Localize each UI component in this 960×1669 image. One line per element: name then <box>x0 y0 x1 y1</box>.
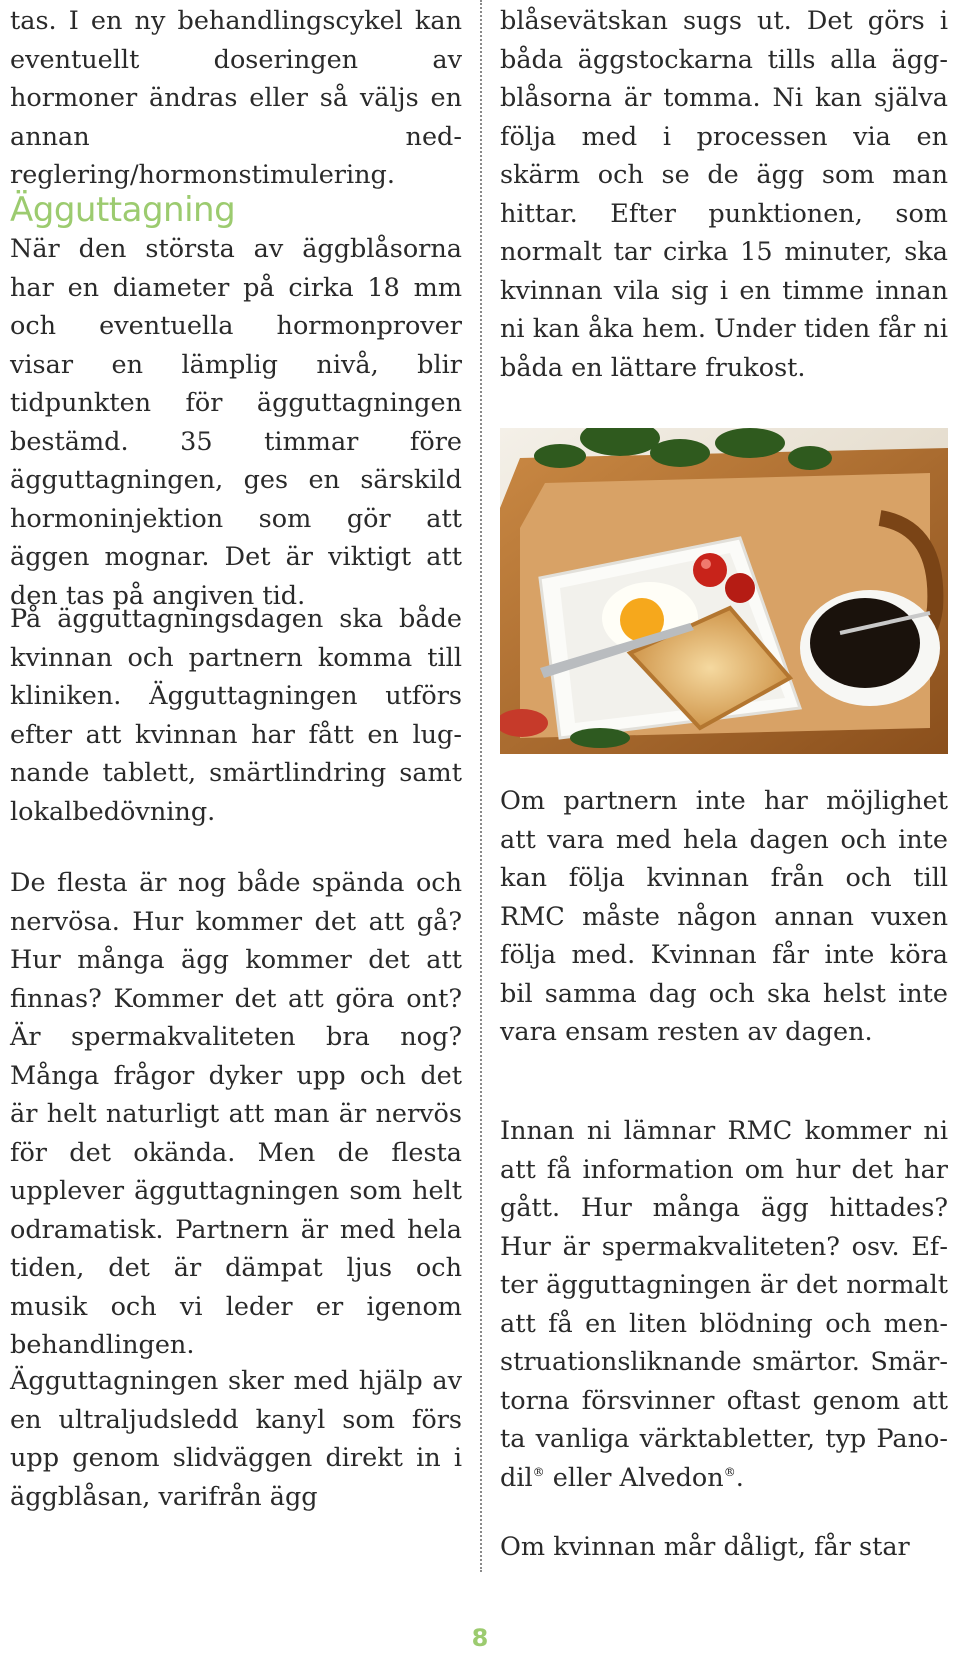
breakfast-photo <box>500 428 948 754</box>
paragraph-text: På ägguttagningsdagen ska både kvinnan och partnern komma till kliniken. Ägguttagningen utförs efter att kvinnan har fått en lugnande tablett, smärtlindring samt lokalbedövning. <box>10 604 462 827</box>
registered-mark: ® <box>532 1464 545 1479</box>
paragraph-text: tas. I en ny behandlingscykel kan eventuellt doseringen av hormoner ändras eller så väljs en annan nedreglering/hormonstimulering. <box>10 6 462 190</box>
section-aggutagning <box>10 190 462 615</box>
paragraph-nervous <box>10 864 462 1365</box>
paragraph-text: Ägguttagningen sker med hjälp av en ultraljudsledd kanyl som förs upp genom slidväggen direkt in i äggblåsan, varifrån ägg <box>10 1366 462 1512</box>
paragraph-procedure-cont <box>500 2 948 387</box>
registered-mark: ® <box>723 1464 736 1479</box>
paragraph-feeling-bad <box>500 1528 948 1567</box>
paragraph-text: Om partnern inte har möjlighet att vara med hela dagen och inte kan följa kvinnan från och till RMC måste någon annan vuxen följa med. Kvinnan får inte köra bil samma dag och ska helst inte vara ensam resten av dagen. <box>500 786 948 1047</box>
paragraph-text: När den största av äggblåsorna har en diameter på cirka 18 mm och eventuella hormonprover visar en lämplig nivå, blir tidpunkten för ägguttagningen bestämd. 35 timmar före ägguttagningen, ges en särskild hormoninjektion som gör att äggen mognar. Det är viktigt att den tas på angiven tid. <box>10 234 462 611</box>
paragraph-text: Innan ni lämnar RMC kommer ni att få information om hur det har gått. Hur många ägg hittades? Hur är spermakvaliteten? osv. Efter ägguttagningen är det normalt att få en liten blödning och menstruationsliknande smärtor. Smärtorna försvinner oftast genom att ta vanliga värktabletter, typ Panodil® eller Alvedon®. <box>500 1116 948 1493</box>
paragraph-arrival <box>10 600 462 831</box>
paragraph-text: De flesta är nog både spända och nervösa. Hur kommer det att gå? Hur många ägg kommer det att finnas? Kommer det att göra ont? Är spermakvaliteten bra nog? Många frågor dyker upp och det är helt naturligt att man är nervös för det okända. Men de flesta upplever ägguttagningen som helt odramatisk. Partnern är med hela tiden, det är dämpat ljus och musik och vi leder er igenom behandlingen. <box>10 868 462 1360</box>
intro-paragraph <box>10 2 462 195</box>
section-heading: Ägguttagning <box>10 190 236 230</box>
breakfast-tray-image <box>500 428 948 754</box>
paragraph-partner <box>500 782 948 1052</box>
paragraph-procedure <box>10 1362 462 1516</box>
page-number: 8 <box>471 1624 489 1652</box>
paragraph-text: blåsevätskan sugs ut. Det görs i båda äggstockarna tills alla äggblåsorna är tomma. Ni kan själva följa med i processen via en skärm och se de ägg som man hittar. Efter punktionen, som normalt tar cirka 15 minuter, ska kvinnan vila sig i en timme innan ni kan åka hem. Under tiden får ni båda en lättare frukost. <box>500 6 948 383</box>
column-divider <box>480 0 482 1572</box>
paragraph-text: Om kvinnan mår dåligt, får star <box>500 1532 910 1562</box>
paragraph-leaving <box>500 1112 948 1497</box>
